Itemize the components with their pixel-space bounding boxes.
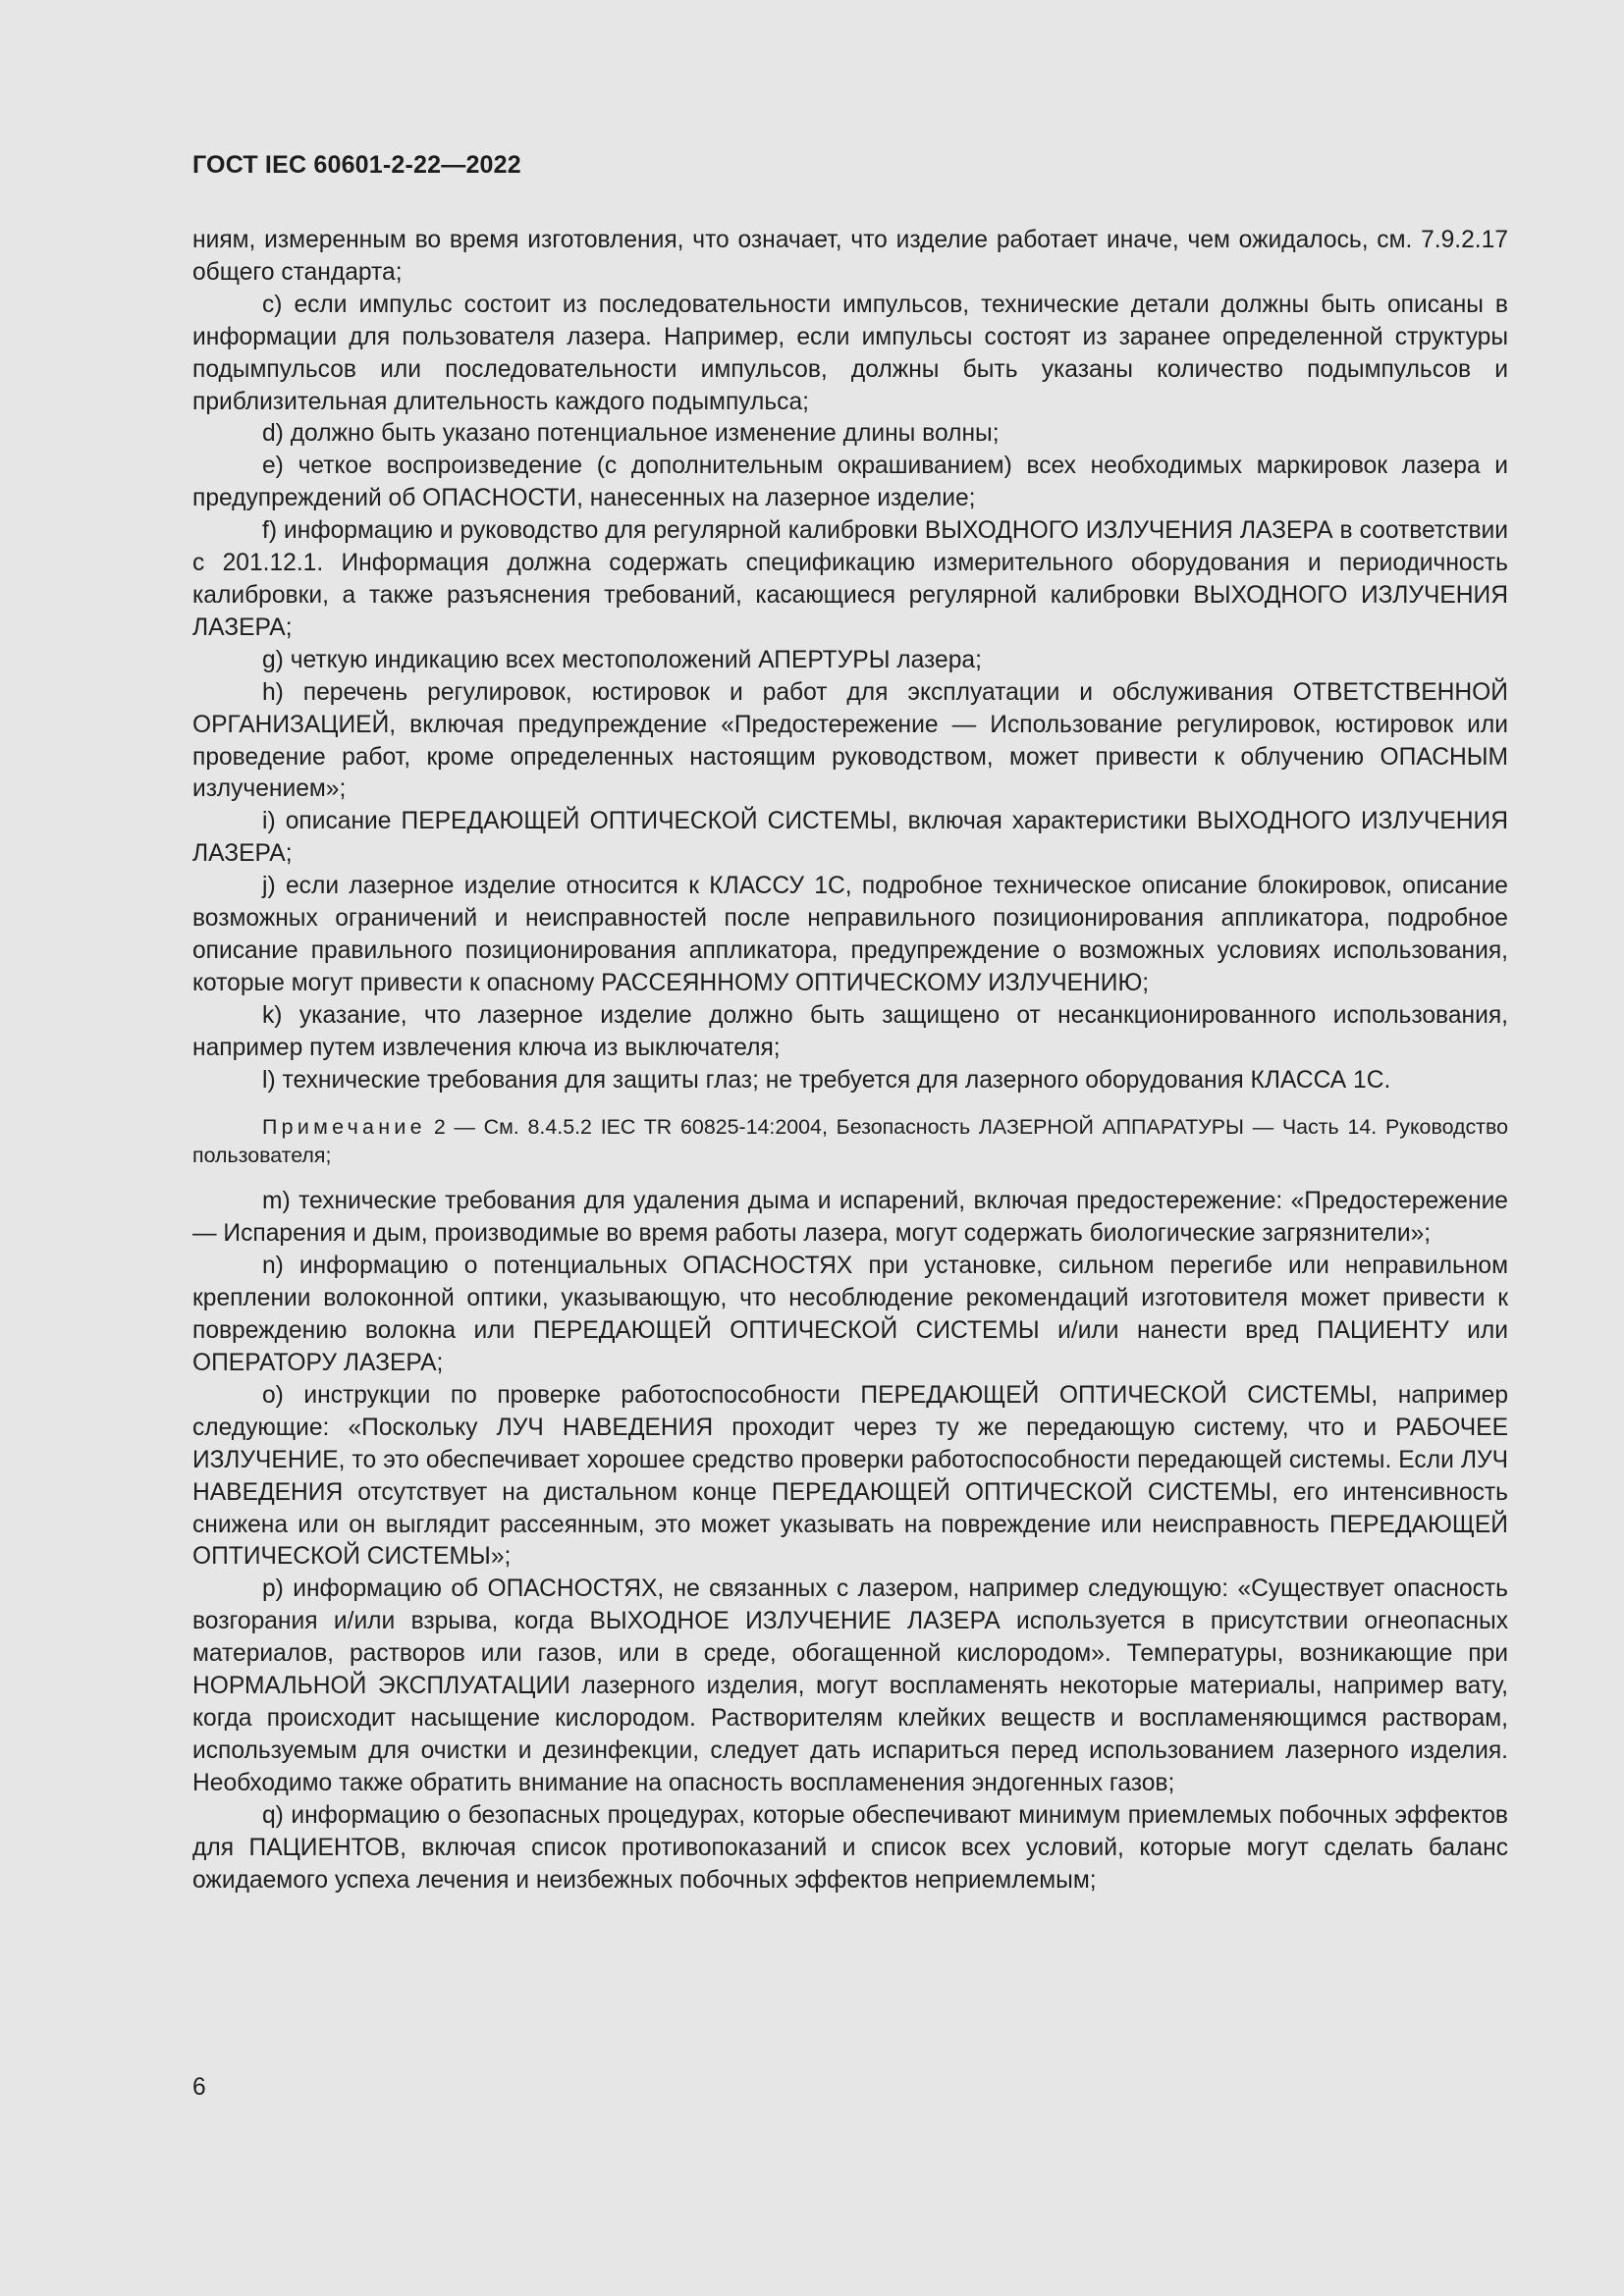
list-item-o: o) инструкции по проверке работоспособности ПЕРЕДАЮЩЕЙ ОПТИЧЕСКОЙ СИСТЕМЫ, например следующие: «Поскольку ЛУЧ НАВЕДЕНИЯ проходит через ту же передающую систему, что и РАБОЧЕЕ ИЗЛУЧЕНИЕ, то это обеспечивает хорошее средство проверки работоспособности передающей системы. Если ЛУЧ НАВЕДЕНИЯ отсутствует на дистальном конце ПЕРЕДАЮЩЕЙ ОПТИЧЕСКОЙ СИСТЕМЫ, его интенсивность снижена или он выглядит рассеянным, это может указывать на повреждение или неисправность ПЕРЕДАЮЩЕЙ ОПТИЧЕСКОЙ СИСТЕМЫ»; [192,1381,1508,1571]
list-item-i: i) описание ПЕРЕДАЮЩЕЙ ОПТИЧЕСКОЙ СИСТЕМЫ, включая характеристики ВЫХОДНОГО ИЗЛУЧЕНИЯ ЛАЗЕРА; [192,808,1508,868]
list-item-e: e) четкое воспроизведение (с дополнительным окрашиванием) всех необходимых маркировок лазера и предупреждений об ОПАСНОСТИ, нанесенных на лазерное изделие; [192,453,1508,512]
list-item-d: d) должно быть указано потенциальное изменение длины волны; [262,420,1000,448]
list-item-n: n) информацию о потенциальных ОПАСНОСТЯХ при установке, сильном перегибе или неправильном креплении волоконной оптики, указывающую, что несоблюдение рекомендаций изготовителя может привести к повреждению волокна или ПЕРЕДАЮЩЕЙ ОПТИЧЕСКОЙ СИСТЕМЫ и/или нанести вред ПАЦИЕНТУ или ОПЕРАТОРУ ЛАЗЕРА; [192,1253,1508,1376]
list-item-g: g) четкую индикацию всех местоположений АПЕРТУРЫ лазера; [262,646,982,673]
list-item-k: k) указание, что лазерное изделие должно быть защищено от несанкционированного использования, например путем извлечения ключа из выключателя; [192,1001,1508,1061]
list-item-f: f) информацию и руководство для регулярной калибровки ВЫХОДНОГО ИЗЛУЧЕНИЯ ЛАЗЕРА в соответствии с 201.12.1. Информация должна содержать спецификацию измерительного оборудования и периодичность калибровки, а также разъяснения требований, касающиеся регулярной калибровки ВЫХОДНОГО ИЗЛУЧЕНИЯ ЛАЗЕРА; [192,517,1508,641]
list-item-p: p) информацию об ОПАСНОСТЯХ, не связанных с лазером, например следующую: «Существует опасность возгорания и/или взрыва, когда ВЫХОДНОЕ ИЗЛУЧЕНИЕ ЛАЗЕРА используется в присутствии огнеопасных материалов, растворов или газов, или в среде, обогащенной кислородом». Температуры, возникающие при НОРМАЛЬНОЙ ЭКСПЛУАТАЦИИ лазерного изделия, могут воспламенять некоторые материалы, например вату, когда происходит насыщение кислородом. Растворителям клейких веществ и воспламеняющимся растворам, используемым для очистки и дезинфекции, следует дать испариться перед использованием лазерного изделия. Необходимо также обратить внимание на опасность воспламенения эндогенных газов; [192,1575,1508,1796]
list-item-j: j) если лазерное изделие относится к КЛАССУ 1С, подробное техническое описание блокировок, описание возможных ограничений и неисправностей после неправильного позиционирования аппликатора, подробное описание правильного позиционирования аппликатора, предупреждение о возможных условиях использования, которые могут привести к опасному РАССЕЯННОМУ ОПТИЧЕСКОМУ ИЗЛУЧЕНИЮ; [192,873,1508,996]
list-item-q: q) информацию о безопасных процедурах, которые обеспечивают минимум приемлемых побочных эффектов для ПАЦИЕНТОВ, включая список противопоказаний и список всех условий, которые могут сделать баланс ожидаемого успеха лечения и неизбежных побочных эффектов неприемлемым; [192,1801,1508,1894]
list-item-h: h) перечень регулировок, юстировок и работ для эксплуатации и обслуживания ОТВЕТСТВЕННОЙ ОРГАНИЗАЦИЕЙ, включая предупреждение «Предостережение — Использование регулировок, юстировок или проведение работ, кроме определенных настоящим руководством, может привести к облучению ОПАСНЫМ излучением»; [192,678,1508,803]
list-item-l: l) технические требования для защиты глаз; не требуется для лазерного оборудования КЛАССА 1С. [262,1066,1391,1094]
list-item-m: m) технические требования для удаления дыма и испарений, включая предостережение: «Предостережение — Испарения и дым, производимые во время работы лазера, могут содержать биологические загрязнители»; [192,1188,1508,1248]
note-text: 2 — См. 8.4.5.2 IEC TR 60825-14:2004, Безопасность ЛАЗЕРНОЙ АППАРАТУРЫ — Часть 14. Руководство пользователя; [192,1115,1508,1168]
document-body [192,225,1508,1896]
list-item-c: c) если импульс состоит из последовательности импульсов, технические детали должны быть описаны в информации для пользователя лазера. Например, если импульсы состоят из заранее определенной структуры подымпульсов или последовательности импульсов, должны быть указаны количество подымпульсов и приблизительная длительность каждого подымпульса; [192,291,1508,415]
page-number: 6 [192,2074,206,2101]
document-header: ГОСТ IEC 60601-2-22—2022 [192,151,521,179]
note-label: Примечание [262,1115,426,1140]
note [192,1113,1508,1170]
paragraph-continuation: ниям, измеренным во время изготовления, что означает, что изделие работает иначе, чем ожидалось, см. 7.9.2.17 общего стандарта; [192,227,1508,286]
